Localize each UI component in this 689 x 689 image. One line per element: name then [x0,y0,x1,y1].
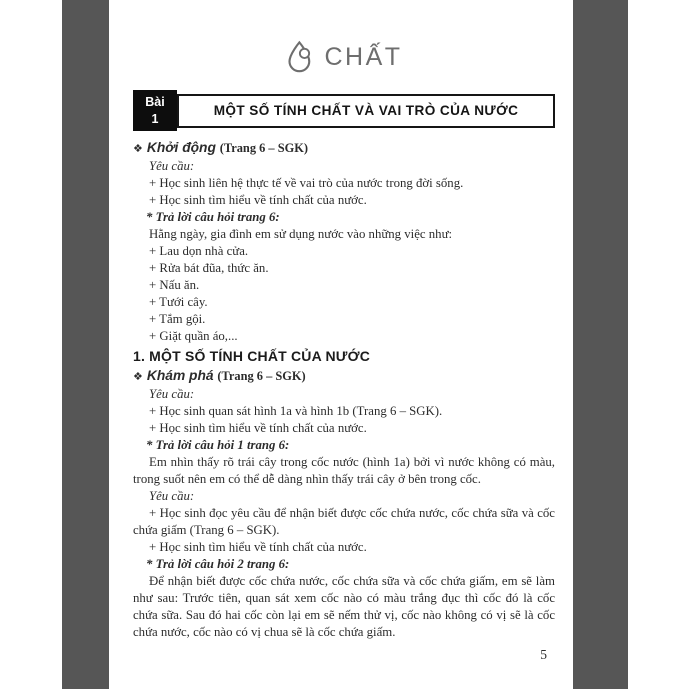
lesson-content [133,139,555,641]
list-item: + Giặt quần áo,... [149,329,238,343]
requirement-item: + Học sinh liên hệ thực tế về vai trò của nước trong đời sống. [149,176,464,190]
lesson-header [133,90,555,131]
requirement-label: Yêu cầu: [149,159,195,173]
requirement-label: Yêu cầu: [149,387,195,401]
answer-heading: * Trả lời câu hỏi 1 trang 6: [146,438,290,452]
water-drop-icon [285,40,315,74]
diamond-bullet-icon: ❖ [133,371,143,383]
list-item: + Lau dọn nhà cửa. [149,244,249,258]
requirement-label: Yêu cầu: [149,489,195,503]
requirement-item: + Học sinh tìm hiểu về tính chất của nước. [149,193,367,207]
answer-heading: * Trả lời câu hỏi trang 6: [146,210,280,224]
requirement-item: + Học sinh tìm hiểu về tính chất của nước. [149,421,367,435]
lesson-badge-number: 1 [151,111,159,126]
photo-dark-backdrop [62,0,628,689]
lesson-title: MỘT SỐ TÍNH CHẤT VÀ VAI TRÒ CỦA NƯỚC [213,103,519,118]
answer-heading: * Trả lời câu hỏi 2 trang 6: [146,557,290,571]
answer-paragraph: Để nhận biết được cốc chứa nước, cốc chứa sữa và cốc chứa giấm, em sẽ làm như sau: Trước tiên, quan sát xem cốc nào có màu trắng đục thì cốc đó là cốc chứa sữa. Sau đó hai cốc còn lại em sẽ nếm thử vị, cốc nào không có vị sẽ là cốc chứa nước, cốc nào có vị chua sẽ là cốc chứa giấm. [133,574,555,639]
activity-heading-title: Khám phá [146,368,214,383]
diamond-bullet-icon: ❖ [133,143,143,155]
lesson-badge-label: Bài [145,94,165,109]
activity-heading-title: Khởi động [146,140,216,155]
lesson-title-box [177,94,555,128]
activity-heading-ref: (Trang 6 – SGK) [217,369,306,383]
requirement-item: + Học sinh đọc yêu cầu để nhận biết được cốc chứa nước, cốc chứa sữa và cốc chứa giấm (Trang 6 – SGK). [133,506,555,537]
chapter-header [133,38,555,76]
chapter-title: CHẤT [324,42,403,71]
requirement-item: + Học sinh quan sát hình 1a và hình 1b (Trang 6 – SGK). [149,404,443,418]
list-item: + Nấu ăn. [149,278,200,292]
book-page [109,0,573,689]
answer-paragraph: Em nhìn thấy rõ trái cây trong cốc nước (hình 1a) bởi vì nước không có màu, trong suốt nên em có thể dễ dàng nhìn thấy trái cây ở bên trong cốc. [133,455,555,486]
page-number: 5 [540,647,547,662]
list-item: + Rửa bát đũa, thức ăn. [149,261,269,275]
activity-heading-kham-pha [133,367,555,386]
list-item: + Tắm gội. [149,312,206,326]
lesson-badge [133,90,177,131]
requirement-item: + Học sinh tìm hiểu về tính chất của nước. [149,540,367,554]
activity-heading-ref: (Trang 6 – SGK) [219,141,308,155]
list-item: + Tưới cây. [149,295,208,309]
answer-paragraph: Hằng ngày, gia đình em sử dụng nước vào những việc như: [149,227,453,241]
section-heading: 1. MỘT SỐ TÍNH CHẤT CỦA NƯỚC [133,348,371,364]
activity-heading-khoi-dong [133,139,555,158]
